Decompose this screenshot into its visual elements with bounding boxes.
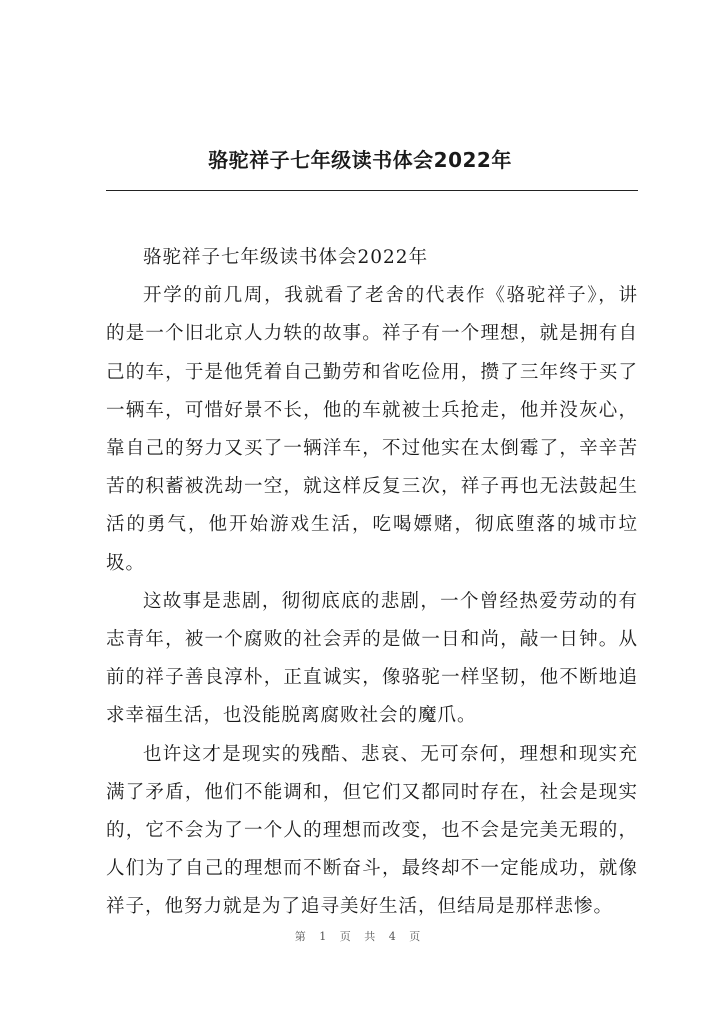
title-divider <box>106 190 638 191</box>
document-body <box>106 239 638 927</box>
body-paragraph: 这故事是悲剧，彻彻底底的悲剧，一个曾经热爱劳动的有志青年，被一个腐败的社会弄的是做一日和尚，敲一日钟。从前的祥子善良淳朴，正直诚实，像骆驼一样坚韧，他不断地追求幸福生活，也没能脱离腐败社会的魔爪。 <box>106 590 638 727</box>
body-paragraph-heading: 骆驼祥子七年级读书体会2022年 <box>143 247 429 268</box>
page-number-footer: 第 1 页 共 4 页 <box>294 930 426 943</box>
document-title: 骆驼祥子七年级读书体会2022年 <box>208 148 512 172</box>
body-paragraph: 开学的前几周，我就看了老舍的代表作《骆驼祥子》，讲的是一个旧北京人力轶的故事。祥子有一个理想，就是拥有自己的车，于是他凭着自己勤劳和省吃俭用，攒了三年终于买了一辆车，可惜好景不长，他的车就被士兵抢走，他并没灰心，靠自己的努力又买了一辆洋车，不过他实在太倒霉了，辛辛苦苦的积蓄被洗劫一空，就这样反复三次，祥子再也无法鼓起生活的勇气，他开始游戏生活，吃喝嫖赌，彻底堕落的城市垃圾。 <box>106 285 638 574</box>
body-paragraph: 也许这才是现实的残酷、悲哀、无可奈何，理想和现实充满了矛盾，他们不能调和，但它们又都同时存在，社会是现实的，它不会为了一个人的理想而改变，也不会是完美无瑕的，人们为了自己的理想而不断奋斗，最终却不一定能成功，就像祥子，他努力就是为了追寻美好生活，但结局是那样悲惨。 <box>106 743 638 918</box>
